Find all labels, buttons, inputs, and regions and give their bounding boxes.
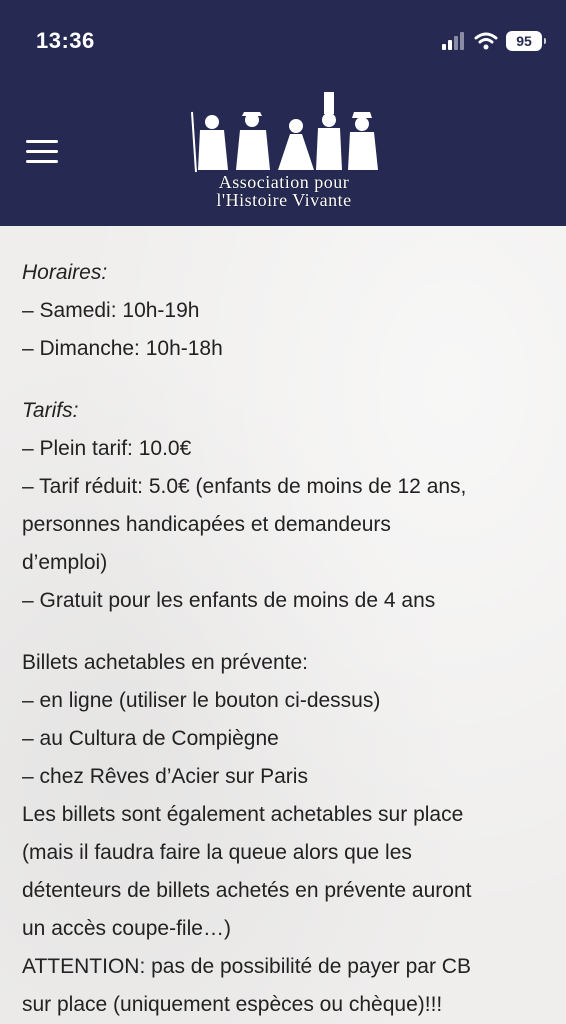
logo-text-line2: l'Histoire Vivante	[216, 190, 352, 210]
logo-text-line1: Association pour	[218, 172, 350, 192]
billets-line: Billets achetables en prévente:	[22, 651, 309, 674]
association-logo[interactable]	[186, 90, 382, 212]
billets-line: ATTENTION: pas de possibilité de payer par CB	[22, 955, 471, 978]
billets-line: – en ligne (utiliser le bouton ci-dessus)	[22, 689, 381, 712]
billets-line: détenteurs de billets achetés en prévente auront	[22, 879, 472, 902]
hamburger-menu-icon[interactable]	[26, 140, 58, 164]
billets-line: – chez Rêves d’Acier sur Paris	[22, 765, 308, 788]
horaires-title: Horaires:	[22, 261, 108, 284]
tarifs-line: d’emploi)	[22, 551, 108, 574]
billets-line: – au Cultura de Compiègne	[22, 727, 279, 750]
tarifs-line: personnes handicapées et demandeurs	[22, 513, 391, 536]
tarifs-line: – Tarif réduit: 5.0€ (enfants de moins de 12 ans,	[22, 475, 467, 498]
billets-line: (mais il faudra faire la queue alors que les	[22, 841, 412, 864]
event-info-text	[22, 254, 552, 1024]
battery-icon: 95	[506, 31, 542, 51]
status-time: 13:36	[36, 28, 95, 53]
wifi-icon	[474, 32, 498, 50]
page-content	[0, 226, 566, 1024]
signal-icon	[442, 32, 466, 50]
tarifs-title: Tarifs:	[22, 399, 79, 422]
billets-line: Les billets sont également achetables sur place	[22, 803, 464, 826]
historical-figures-silhouette-icon	[186, 90, 382, 176]
status-icons	[442, 30, 542, 52]
tarifs-line: – Plein tarif: 10.0€	[22, 437, 192, 460]
horaires-line: – Samedi: 10h-19h	[22, 299, 200, 322]
status-bar	[0, 0, 566, 80]
billets-line: sur place (uniquement espèces ou chèque)!!!	[22, 993, 443, 1016]
tarifs-line: – Gratuit pour les enfants de moins de 4 ans	[22, 589, 436, 612]
horaires-line: – Dimanche: 10h-18h	[22, 337, 223, 360]
billets-line: un accès coupe-file…)	[22, 917, 231, 940]
app-header	[0, 0, 566, 226]
